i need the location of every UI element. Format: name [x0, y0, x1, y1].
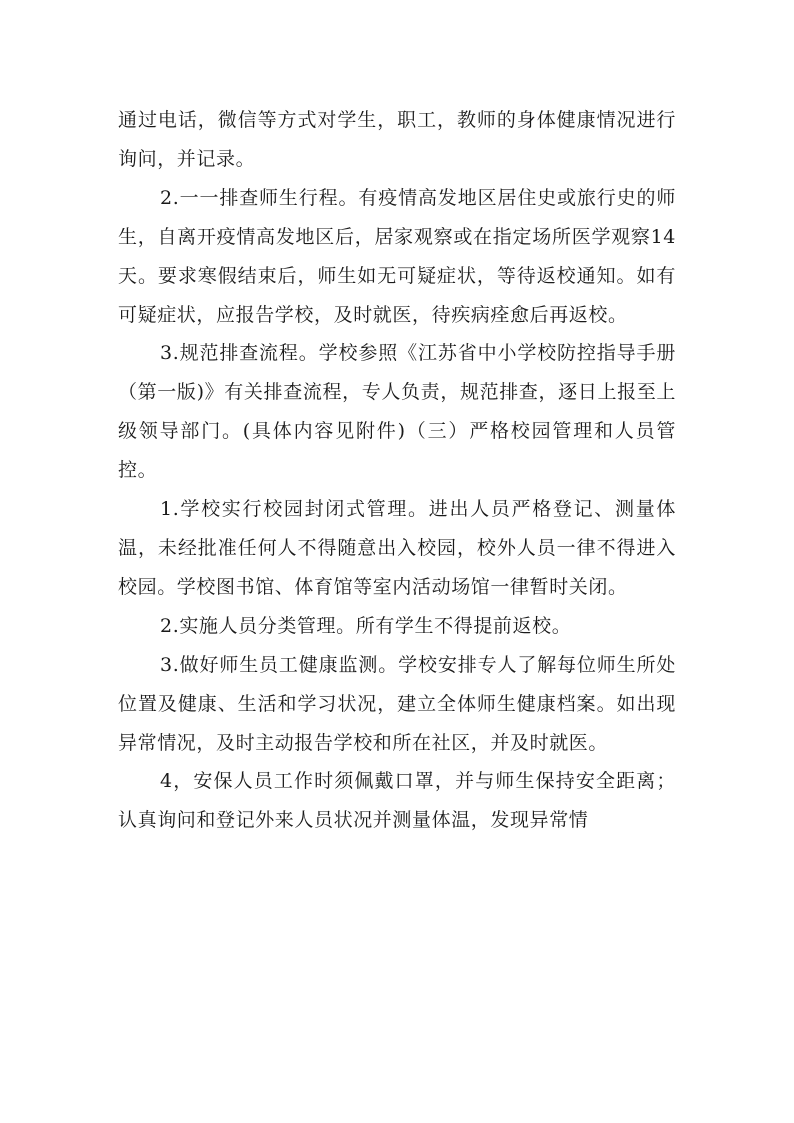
paragraph-itinerary-screening: 2.一一排查师生行程。有疫情高发地区居住史或旅行史的师生，自离开疫情高发地区后，居家观察或在指定场所医学观察14天。要求寒假结束后，师生如无可疑症状，等待返校通知。如有可疑症状，应报告学校，及时就医，待疾病痊愈后再返校。 [118, 186, 676, 326]
document-page [118, 101, 676, 840]
paragraph-closed-management: 1.学校实行校园封闭式管理。进出人员严格登记、测量体温，未经批准任何人不得随意出入校园，校外人员一律不得进入校园。学校图书馆、体育馆等室内活动场馆一律暂时关闭。 [118, 498, 676, 598]
paragraph-health-monitoring: 3.做好师生员工健康监测。学校安排专人了解每位师生所处位置及健康、生活和学习状况，建立全体师生健康档案。如出现异常情况，及时主动报告学校和所在社区，并及时就医。 [118, 653, 676, 754]
paragraph-continuation: 通过电话，微信等方式对学生，职工，教师的身体健康情况进行询问，并记录。 [118, 109, 676, 170]
paragraph-classified-management: 2.实施人员分类管理。所有学生不得提前返校。 [160, 614, 572, 637]
paragraph-screening-process: 3.规范排查流程。学校参照《江苏省中小学校防控指导手册（第一版)》有关排查流程，专人负责，规范排查，逐日上报至上级领导部门。(具体内容见附件)（三）严格校园管理和人员管控。 [118, 342, 676, 482]
paragraph-security-staff: 4，安保人员工作时须佩戴口罩，并与师生保持安全距离；认真询问和登记外来人员状况并测量体温，发现异常情 [118, 770, 676, 832]
